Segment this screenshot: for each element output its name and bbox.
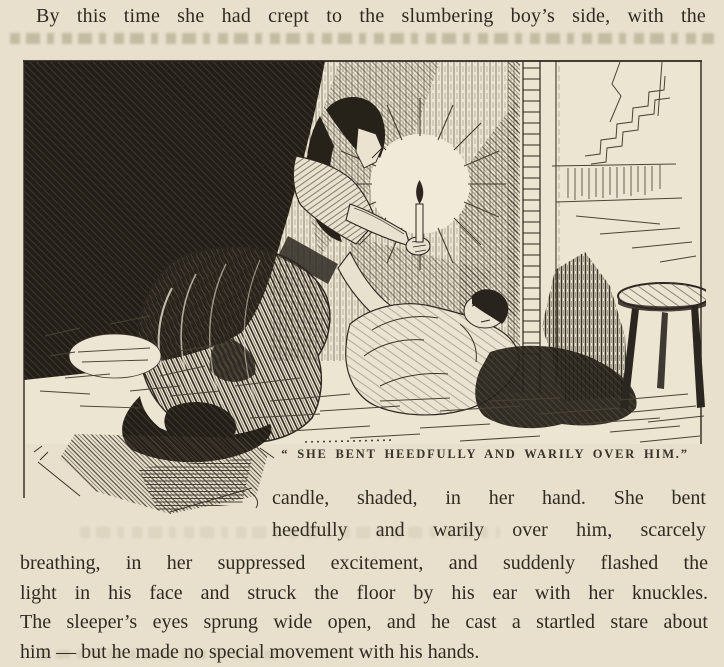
body-line: light in his face and struck the floor by his ear with her knuckles. [20,579,708,609]
wrap-line: heedfully and warily over him, scarcely [272,514,706,546]
opening-line: By this time she had crept to the slumbering boy’s side, with the [22,2,706,31]
body-text-block [20,549,708,667]
floor-extension [34,434,274,514]
body-line: him — but he made no special movement with his hands. [20,638,708,667]
body-line: breathing, in her suppressed excitement, and suddenly flashed the [20,549,708,579]
illustration-caption: “ SHE BENT HEEDFULLY AND WARILY OVER HIM.” [262,447,708,462]
candle [416,180,423,242]
wrapped-text-block [272,482,706,546]
body-line: The sleeper’s eyes sprung wide open, and he cast a startled stare about [20,608,708,638]
wrap-line: candle, shaded, in her hand. She bent [272,482,706,514]
bleed-through-text [10,33,714,44]
